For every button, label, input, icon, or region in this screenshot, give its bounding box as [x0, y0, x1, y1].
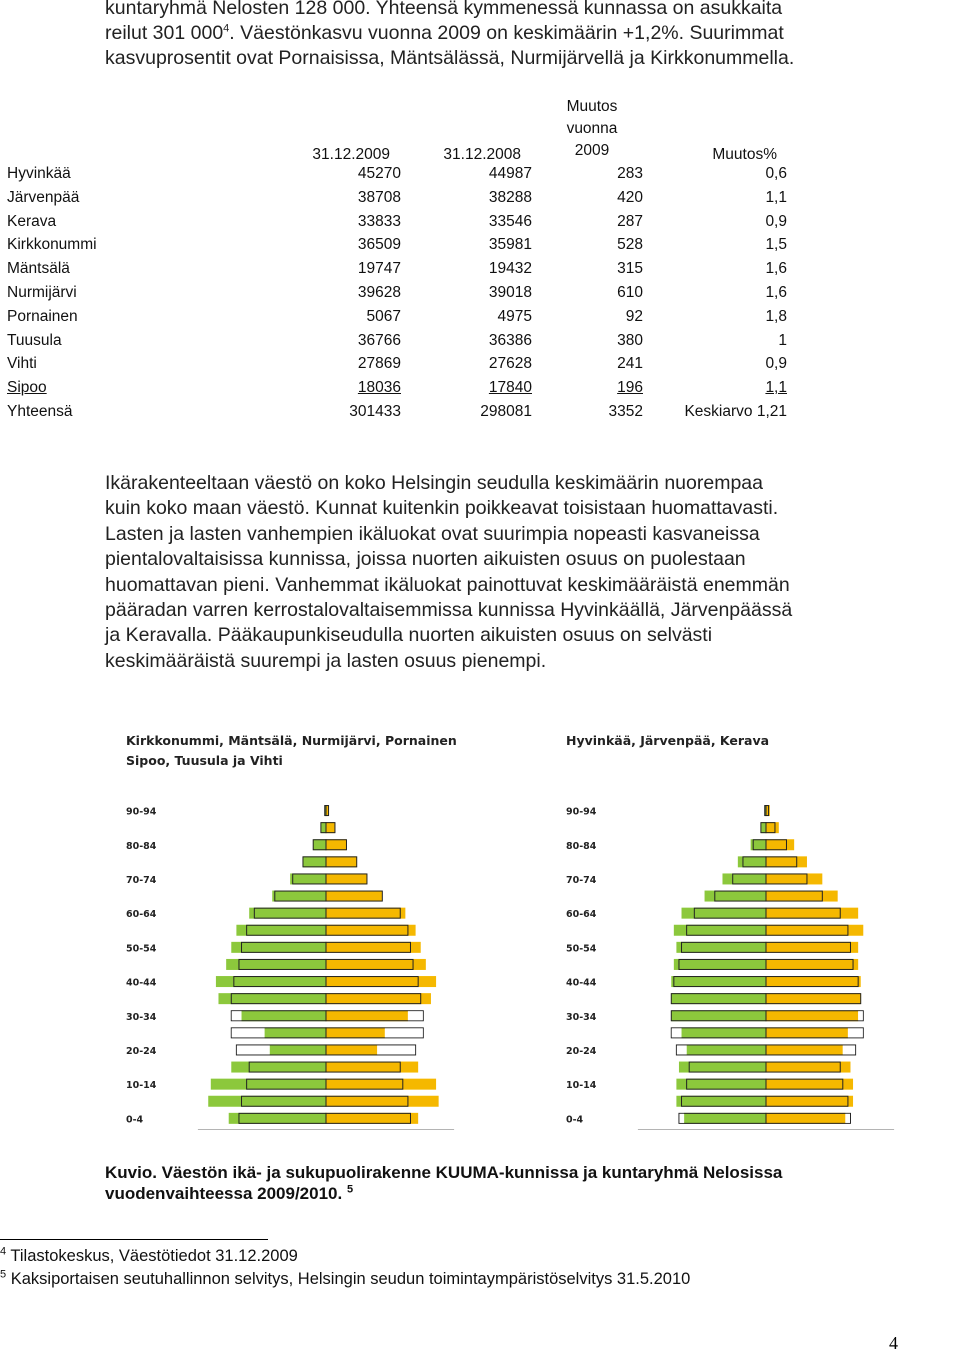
- cell-change: 315: [617, 260, 643, 278]
- cell-change: 610: [617, 284, 643, 301]
- bar-average-fill: [385, 1028, 423, 1037]
- intro-line-2a: reilut 301 000: [105, 22, 224, 44]
- bar-women: [326, 856, 357, 867]
- bar-women: [326, 908, 405, 919]
- bar-men: [671, 993, 766, 1004]
- bar-women: [326, 976, 436, 987]
- y-tick-label: 0-4: [126, 1114, 144, 1126]
- bar-women: [766, 822, 779, 833]
- bar-men: [231, 1062, 326, 1073]
- y-tick-label: 30-34: [566, 1011, 597, 1023]
- table-row: [7, 210, 787, 234]
- cell-y2009: 45270: [357, 165, 401, 182]
- bar-women: [766, 1079, 853, 1090]
- bar-men: [211, 1079, 326, 1090]
- bar-men: [218, 993, 326, 1004]
- bar-men: [226, 959, 326, 970]
- bar-women: [766, 959, 858, 970]
- cell-change: 528: [617, 236, 643, 254]
- intro-text: [105, 0, 945, 71]
- bar-women: [326, 925, 416, 936]
- footnote-text: Kaksiportaisen seutuhallinnon selvitys, Helsingin seudun toimintaympäristöselvitys 31.5.2010: [10, 1270, 691, 1288]
- bar-women: [326, 1010, 408, 1021]
- figure-caption: [105, 1162, 865, 1204]
- bar-men: [682, 1027, 766, 1038]
- y-tick-label: 10-14: [566, 1080, 597, 1092]
- table-row: [7, 376, 787, 400]
- bar-women: [326, 822, 335, 833]
- table-row: [7, 186, 787, 210]
- cell-pct: 1,6: [765, 284, 787, 301]
- header-change-pct: Muutos%: [712, 146, 777, 163]
- para-line: keskimääräistä suurempi ja lasten osuus pienempi.: [105, 649, 547, 672]
- population-pyramid-neloset: [560, 725, 960, 1130]
- bar-average-fill: [672, 1028, 682, 1037]
- bar-men: [679, 1062, 766, 1073]
- header-change-l2: vuonna: [566, 120, 618, 137]
- para-line: kuin koko maan väestö. Kunnat kuitenkin poikkeavat toisistaan huomattavasti.: [105, 497, 779, 520]
- cell-y2009: 5067: [366, 307, 401, 325]
- bar-men: [684, 1113, 766, 1124]
- caption-line-2: [105, 1183, 865, 1204]
- y-tick-label: 10-14: [126, 1080, 157, 1092]
- bar-men: [674, 959, 766, 970]
- bar-men: [671, 1010, 766, 1021]
- bar-women: [326, 1027, 385, 1038]
- table-row: [7, 257, 787, 281]
- para-line: huomattavan pieni. Vanhemmat ikäluokat painottuvat keskimääräistä enemmän: [105, 573, 790, 596]
- para-line: pientalovaltaisissa kunnissa, joissa nuorten aikuisten osuus on puolestaan: [105, 548, 746, 571]
- bar-women: [766, 1044, 843, 1055]
- table-row: [7, 305, 787, 329]
- footnote-ref-4[interactable]: 4: [223, 22, 230, 35]
- cell-pct: 0,6: [765, 165, 787, 182]
- cell-pct: 1,6: [765, 260, 787, 278]
- municipality-name: Järvenpää: [7, 188, 80, 206]
- bar-average-fill: [845, 1114, 850, 1123]
- bar-average-fill: [408, 1011, 423, 1020]
- caption-line-1: Kuvio. Väestön ikä- ja sukupuolirakenne KUUMA-kunnissa ja kuntaryhmä Nelosissa: [105, 1163, 783, 1182]
- y-tick-label: 30-34: [126, 1011, 157, 1023]
- municipality-name: Sipoo: [7, 379, 47, 397]
- y-tick-label: 90-94: [566, 806, 597, 818]
- table-row: [7, 281, 787, 305]
- population-pyramid-kuuma: [120, 725, 520, 1130]
- bar-average-fill: [232, 1028, 265, 1037]
- bar-men: [231, 942, 326, 953]
- y-tick-label: 90-94: [126, 806, 157, 818]
- cell-change: 283: [617, 165, 643, 182]
- bar-men: [249, 908, 326, 919]
- y-tick-label: 50-54: [126, 943, 157, 955]
- bar-women: [326, 942, 421, 953]
- bar-men: [270, 1044, 326, 1055]
- bar-women: [766, 805, 770, 816]
- bar-men: [705, 891, 766, 902]
- cell-pct: 0,9: [765, 355, 787, 373]
- cell-pct: Keskiarvo 1,21: [684, 403, 787, 420]
- bar-men: [229, 1113, 326, 1124]
- bar-average-fill: [848, 1028, 863, 1037]
- cell-y2009: 36509: [357, 236, 401, 254]
- cell-y2009: 39628: [357, 284, 401, 301]
- bar-men: [671, 976, 766, 987]
- y-tick-label: 70-74: [126, 874, 157, 886]
- cell-pct: 0,9: [765, 212, 787, 230]
- municipality-name: Pornainen: [7, 307, 78, 325]
- bar-men: [265, 1027, 326, 1038]
- bar-men: [676, 1079, 766, 1090]
- y-tick-label: 20-24: [566, 1045, 597, 1057]
- cell-change: 287: [617, 212, 643, 230]
- caption-line-2-text: vuodenvaihteessa 2009/2010.: [105, 1184, 343, 1203]
- cell-y2008: 17840: [488, 379, 532, 397]
- intro-line-2b: . Väestönkasvu vuonna 2009 on keskimäärin +1,2%. Suurimmat: [229, 22, 784, 44]
- cell-change: 196: [617, 379, 643, 397]
- header-change-l3: 2009: [574, 142, 610, 159]
- bar-women: [766, 942, 858, 953]
- bar-women: [766, 976, 861, 987]
- footnote-text: Tilastokeskus, Väestötiedot 31.12.2009: [10, 1247, 298, 1265]
- y-tick-label: 40-44: [126, 977, 157, 989]
- bar-average-fill: [232, 1011, 242, 1020]
- cell-y2009: 27869: [357, 355, 401, 373]
- bar-men: [303, 856, 326, 867]
- municipality-name: Kirkkonummi: [7, 236, 97, 254]
- bar-women: [326, 959, 426, 970]
- y-tick-label: 70-74: [566, 874, 597, 886]
- cell-pct: 1,1: [765, 379, 787, 397]
- header-2008: 31.12.2008: [443, 146, 521, 163]
- page-number: 4: [889, 1333, 898, 1353]
- bar-men: [738, 856, 766, 867]
- bar-average-fill: [858, 1011, 863, 1020]
- intro-line-3: kasvuprosentit ovat Pornaisissa, Mäntsälässä, Nurmijärvellä ja Kirkkonummella.: [105, 47, 795, 69]
- municipality-name: Mäntsälä: [7, 260, 70, 278]
- header-change: [552, 96, 632, 162]
- footnote-ref-5[interactable]: 5: [346, 1183, 354, 1196]
- chart-title: Hyvinkää, Järvenpää, Kerava: [566, 733, 770, 748]
- municipality-name: Vihti: [7, 355, 37, 373]
- bar-women: [766, 891, 838, 902]
- bar-average-fill: [237, 1045, 270, 1054]
- y-tick-label: 0-4: [566, 1114, 584, 1126]
- cell-y2008: 35981: [488, 236, 532, 254]
- header-2009: 31.12.2009: [312, 146, 390, 163]
- cell-y2008: 298081: [480, 403, 532, 420]
- bar-men: [272, 891, 326, 902]
- municipality-name: Tuusula: [7, 331, 62, 349]
- cell-change: 380: [617, 331, 643, 349]
- body-paragraph: [105, 471, 875, 674]
- bar-men: [676, 1096, 766, 1107]
- bar-women: [326, 1113, 418, 1124]
- para-line: ja Keravalla. Pääkaupunkiseudulla nuorten aikuisten osuus on selvästi: [105, 624, 713, 647]
- bar-men: [208, 1096, 326, 1107]
- cell-y2008: 36386: [488, 331, 532, 349]
- para-line: Ikärakenteeltaan väestö on koko Helsingin seudulla keskimäärin nuorempaa: [105, 472, 763, 494]
- bar-men: [313, 839, 326, 850]
- footnote-number: 4: [0, 1245, 7, 1258]
- cell-y2008: 19432: [488, 260, 532, 278]
- bar-men: [216, 976, 326, 987]
- bar-average-fill: [377, 1045, 415, 1054]
- footnote-divider: [0, 1239, 268, 1240]
- bar-women: [766, 1027, 848, 1038]
- bar-women: [766, 1096, 853, 1107]
- cell-y2008: 38288: [488, 188, 532, 206]
- bar-men: [722, 873, 766, 884]
- cell-y2009: 19747: [357, 260, 401, 278]
- bar-women: [766, 908, 858, 919]
- municipality-name: Nurmijärvi: [7, 284, 77, 301]
- cell-y2008: 44987: [488, 165, 532, 182]
- cell-pct: 1,5: [765, 236, 787, 254]
- cell-y2008: 33546: [488, 212, 532, 230]
- bar-women: [326, 873, 367, 884]
- y-tick-label: 80-84: [126, 840, 157, 852]
- bar-women: [766, 925, 863, 936]
- bar-men: [676, 942, 766, 953]
- bar-men: [290, 873, 326, 884]
- cell-y2009: 36766: [357, 331, 401, 349]
- cell-y2009: 301433: [349, 403, 401, 420]
- bar-average-fill: [677, 1045, 687, 1054]
- bar-men: [236, 925, 326, 936]
- cell-change: 3352: [608, 403, 643, 420]
- municipality-name: Yhteensä: [7, 403, 73, 420]
- bar-average-fill: [843, 1045, 855, 1054]
- bar-women: [766, 856, 807, 867]
- bar-women: [766, 1113, 845, 1124]
- municipality-name: Kerava: [7, 212, 57, 230]
- cell-change: 241: [617, 355, 643, 373]
- municipality-name: Hyvinkää: [7, 165, 71, 182]
- bar-men: [687, 1044, 766, 1055]
- y-tick-label: 80-84: [566, 840, 597, 852]
- y-tick-label: 60-64: [566, 909, 597, 921]
- cell-change: 420: [617, 188, 643, 206]
- bar-women: [326, 993, 431, 1004]
- bar-women: [326, 839, 346, 850]
- bar-women: [326, 891, 382, 902]
- cell-y2009: 33833: [357, 212, 401, 230]
- table-row: [7, 400, 787, 424]
- cell-change: 92: [625, 307, 643, 325]
- bar-women: [326, 1044, 377, 1055]
- y-tick-label: 20-24: [126, 1045, 157, 1057]
- table-row: [7, 329, 787, 353]
- cell-y2009: 18036: [357, 379, 401, 397]
- table-row: [7, 162, 787, 186]
- chart-subtitle: Sipoo, Tuusula ja Vihti: [126, 753, 283, 768]
- y-tick-label: 60-64: [126, 909, 157, 921]
- bar-women: [326, 1096, 439, 1107]
- bar-men: [321, 822, 326, 833]
- chart-title: Kirkkonummi, Mäntsälä, Nurmijärvi, Pornainen: [126, 733, 457, 748]
- bar-men: [761, 822, 766, 833]
- bar-women: [766, 839, 794, 850]
- bar-men: [242, 1010, 326, 1021]
- cell-pct: 1,8: [765, 307, 787, 325]
- bar-women: [766, 1062, 850, 1073]
- bar-women: [766, 873, 822, 884]
- cell-pct: 1,1: [765, 188, 787, 206]
- bar-men: [674, 925, 766, 936]
- cell-y2008: 39018: [488, 284, 532, 301]
- cell-y2008: 27628: [488, 355, 532, 373]
- bar-average-fill: [679, 1114, 684, 1123]
- bar-women: [766, 993, 861, 1004]
- header-change-l1: Muutos: [566, 98, 618, 115]
- y-tick-label: 40-44: [566, 977, 597, 989]
- footnote-number: 5: [0, 1268, 7, 1281]
- cell-pct: 1: [778, 331, 787, 349]
- table-row: [7, 233, 787, 257]
- bar-women: [766, 1010, 858, 1021]
- para-line: Lasten ja lasten vanhempien ikäluokat ovat suurimpia nopeasti kasvaneissa: [105, 522, 760, 545]
- table-row: [7, 352, 787, 376]
- cell-y2008: 4975: [497, 307, 532, 325]
- cell-y2009: 38708: [357, 188, 401, 206]
- intro-line-2: [105, 21, 945, 46]
- intro-line-1: kuntaryhmä Nelosten 128 000. Yhteensä kymmenessä kunnassa on asukkaita: [105, 0, 783, 19]
- footnote-4: [0, 1247, 298, 1266]
- footnote-5: [0, 1270, 690, 1289]
- bar-women: [326, 1079, 436, 1090]
- bar-women: [326, 1062, 418, 1073]
- y-tick-label: 50-54: [566, 943, 597, 955]
- para-line: pääradan varren kerrostalovaltaisemmissa kunnissa Hyvinkäällä, Järvenpäässä: [105, 599, 793, 622]
